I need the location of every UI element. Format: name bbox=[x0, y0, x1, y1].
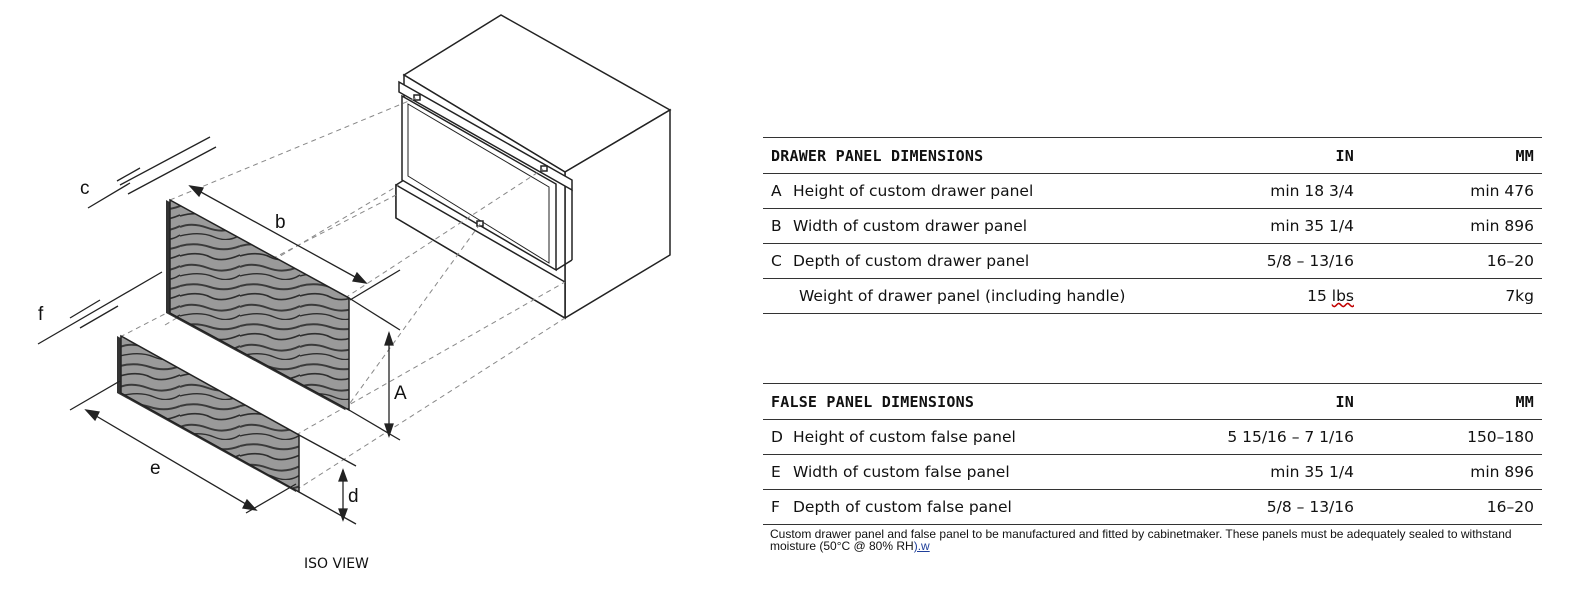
table-row bbox=[763, 209, 1542, 244]
row-value-mm: 7kg bbox=[1354, 279, 1542, 314]
row-key: D bbox=[771, 428, 783, 446]
drawer-panel-dimensions-table bbox=[763, 137, 1542, 314]
column-header-in: IN bbox=[1154, 384, 1354, 420]
iso-view-drawing bbox=[0, 0, 720, 590]
row-value-in: 5 15/16 – 7 1/16 bbox=[1154, 420, 1354, 455]
dim-label-b: b bbox=[275, 212, 286, 233]
dim-label-f: f bbox=[38, 304, 44, 325]
row-key: F bbox=[771, 498, 780, 516]
row-label: Height of custom drawer panel bbox=[793, 182, 1034, 200]
manufacturing-note bbox=[770, 528, 1530, 552]
table-row bbox=[763, 420, 1542, 455]
table-title: DRAWER PANEL DIMENSIONS bbox=[763, 138, 1154, 174]
table-row bbox=[763, 244, 1542, 279]
row-value-in: min 18 3/4 bbox=[1154, 174, 1354, 209]
column-header-mm: MM bbox=[1354, 384, 1542, 420]
row-key: E bbox=[771, 463, 781, 481]
row-value-mm: min 476 bbox=[1354, 174, 1542, 209]
row-value-mm: 150–180 bbox=[1354, 420, 1542, 455]
row-label: Height of custom false panel bbox=[793, 428, 1016, 446]
appliance-cabinet bbox=[396, 15, 670, 318]
row-value-mm: 16–20 bbox=[1354, 244, 1542, 279]
row-key: B bbox=[771, 217, 782, 235]
row-value-in: 5/8 – 13/16 bbox=[1154, 490, 1354, 525]
row-label: Weight of drawer panel (including handle) bbox=[799, 287, 1126, 305]
row-value-in: min 35 1/4 bbox=[1154, 455, 1354, 490]
row-key: A bbox=[771, 182, 782, 200]
row-value-in bbox=[1154, 279, 1354, 314]
row-key: C bbox=[771, 252, 782, 270]
table-row bbox=[763, 490, 1542, 525]
note-text: Custom drawer panel and false panel to be manufactured and fitted by cabinetmaker. These panels must be adequately sealed to withstand moisture (50°C @ 80% RH bbox=[770, 527, 1512, 553]
table-title: FALSE PANEL DIMENSIONS bbox=[763, 384, 1154, 420]
dim-label-e: e bbox=[150, 458, 161, 479]
dim-label-d: d bbox=[348, 486, 359, 507]
column-header-mm: MM bbox=[1354, 138, 1542, 174]
note-link[interactable]: ).w bbox=[913, 539, 930, 553]
table-row bbox=[763, 279, 1542, 314]
weight-unit: lbs bbox=[1331, 287, 1354, 305]
row-value-mm: min 896 bbox=[1354, 455, 1542, 490]
table-row bbox=[763, 455, 1542, 490]
iso-view-caption: ISO VIEW bbox=[304, 556, 369, 572]
table-header-row bbox=[763, 138, 1542, 174]
false-panel-dimensions-table bbox=[763, 383, 1542, 525]
row-value-in: 5/8 – 13/16 bbox=[1154, 244, 1354, 279]
weight-value: 15 bbox=[1307, 287, 1327, 305]
row-value-mm: min 896 bbox=[1354, 209, 1542, 244]
dim-label-a: A bbox=[394, 383, 407, 404]
row-value-in: min 35 1/4 bbox=[1154, 209, 1354, 244]
column-header-in: IN bbox=[1154, 138, 1354, 174]
dim-label-c: c bbox=[80, 178, 90, 199]
row-value-mm: 16–20 bbox=[1354, 490, 1542, 525]
row-label: Width of custom false panel bbox=[793, 463, 1010, 481]
row-label: Depth of custom false panel bbox=[793, 498, 1012, 516]
row-label: Width of custom drawer panel bbox=[793, 217, 1028, 235]
row-label: Depth of custom drawer panel bbox=[793, 252, 1030, 270]
table-row bbox=[763, 174, 1542, 209]
table-header-row bbox=[763, 384, 1542, 420]
